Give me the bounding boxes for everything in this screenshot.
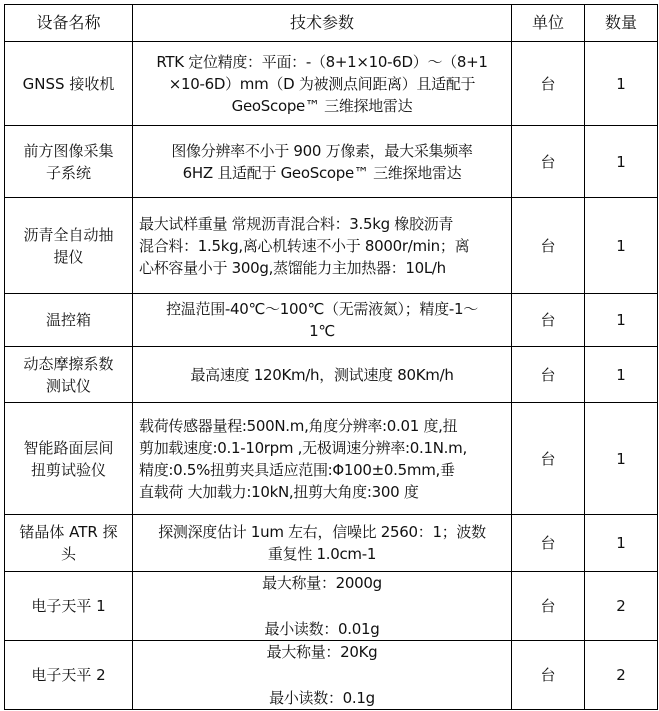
qty-cell: 2	[585, 572, 658, 641]
header-name: 设备名称	[5, 5, 133, 42]
unit-cell: 台	[512, 42, 585, 126]
table-row	[5, 641, 658, 710]
table-row	[5, 198, 658, 294]
header-unit: 单位	[512, 5, 585, 42]
table-row	[5, 126, 658, 198]
device-name: 锗晶体 ATR 探	[19, 523, 118, 541]
device-name-cell	[5, 42, 133, 126]
qty-cell: 1	[585, 347, 658, 403]
device-name: GNSS 接收机	[22, 74, 115, 93]
qty-cell: 2	[585, 641, 658, 710]
table-row	[5, 572, 658, 641]
device-name: 电子天平 2	[31, 666, 106, 684]
spec-line: ×10-6D）mm（D 为被测点间距离）且适配于	[168, 74, 476, 93]
table-row	[5, 294, 658, 347]
device-name: 子系统	[45, 163, 91, 182]
spec-cell	[133, 126, 512, 198]
spec-line: 重复性 1.0cm-1	[267, 545, 377, 563]
header-qty: 数量	[585, 5, 658, 42]
unit-cell: 台	[512, 515, 585, 572]
spec-line: 剪加载速度:0.1-10rpm ,无极调速分辨率:0.1N.m,	[139, 438, 467, 457]
device-name-cell	[5, 515, 133, 572]
spec-line: 6HZ 且适配于 GeoScope™ 三维探地雷达	[182, 163, 462, 182]
qty-cell: 1	[585, 126, 658, 198]
device-name-cell	[5, 403, 133, 515]
spec-line: 最大试样重量 常规沥青混合料：3.5kg 橡胶沥青	[139, 214, 454, 233]
spec-line: 最小读数：0.1g	[269, 689, 375, 707]
device-name: 前方图像采集	[23, 141, 114, 160]
device-name: 电子天平 1	[31, 597, 106, 615]
device-name: 动态摩擦系数	[23, 354, 114, 373]
unit-cell: 台	[512, 403, 585, 515]
spec-cell	[133, 641, 512, 710]
device-name-cell	[5, 347, 133, 403]
spec-line: 1℃	[309, 322, 335, 340]
spec-line: 载荷传感器量程:500N.m,角度分辨率:0.01 度,扭	[139, 416, 458, 435]
qty-cell: 1	[585, 515, 658, 572]
device-name: 提仪	[53, 247, 84, 266]
qty-cell: 1	[585, 403, 658, 515]
device-name: 温控箱	[45, 311, 91, 329]
spec-line: 控温范围-40℃～100℃（无需液氮）；精度-1～	[166, 300, 478, 318]
device-name-cell	[5, 294, 133, 347]
spec-cell	[133, 347, 512, 403]
device-name-cell	[5, 572, 133, 641]
spec-cell	[133, 294, 512, 347]
spec-line: 最大称量：2000g	[262, 574, 382, 592]
spec-cell	[133, 403, 512, 515]
qty-cell: 1	[585, 198, 658, 294]
spec-cell	[133, 42, 512, 126]
device-name-cell	[5, 641, 133, 710]
spec-line: RTK 定位精度：平面：-（8+1×10-6D）～（8+1	[156, 52, 488, 71]
header-spec: 技术参数	[133, 5, 512, 42]
device-name: 测试仪	[45, 376, 91, 395]
unit-cell: 台	[512, 198, 585, 294]
spec-cell	[133, 198, 512, 294]
spec-line: 最大称量：20Kg	[266, 643, 378, 661]
unit-cell: 台	[512, 572, 585, 641]
spec-line: 直载荷 大加载力:10kN,扭剪大角度:300 度	[139, 482, 419, 501]
spec-line: 探测深度估计 1um 左右，信噪比 2560：1；波数	[158, 523, 486, 541]
device-name: 智能路面层间	[23, 438, 114, 457]
spec-line: 混合料：1.5kg,离心机转速不小于 8000r/min；离	[139, 236, 470, 255]
table-row	[5, 42, 658, 126]
table-row	[5, 403, 658, 515]
spec-cell	[133, 572, 512, 641]
device-name-cell	[5, 198, 133, 294]
qty-cell: 1	[585, 294, 658, 347]
spec-line: 精度:0.5%扭剪夹具适应范围:Φ100±0.5mm,垂	[139, 460, 455, 479]
table-row	[5, 515, 658, 572]
spec-cell	[133, 515, 512, 572]
device-name: 扭剪试验仪	[30, 460, 106, 479]
device-name: 头	[60, 545, 76, 563]
spec-line: 最高速度 120Km/h，测试速度 80Km/h	[190, 365, 454, 384]
qty-cell: 1	[585, 42, 658, 126]
device-name: 沥青全自动抽	[23, 225, 114, 244]
unit-cell: 台	[512, 294, 585, 347]
spec-line: 图像分辨率不小于 900 万像素，最大采集频率	[171, 141, 473, 160]
equipment-table	[4, 4, 658, 710]
unit-cell: 台	[512, 641, 585, 710]
spec-line: 最小读数：0.01g	[264, 620, 380, 638]
table-row	[5, 347, 658, 403]
header-row	[5, 5, 658, 42]
unit-cell: 台	[512, 126, 585, 198]
spec-line: GeoScope™ 三维探地雷达	[231, 96, 413, 115]
spec-line: 心杯容量小于 300g,蒸馏能力主加热器：10L/h	[139, 258, 446, 277]
unit-cell: 台	[512, 347, 585, 403]
device-name-cell	[5, 126, 133, 198]
